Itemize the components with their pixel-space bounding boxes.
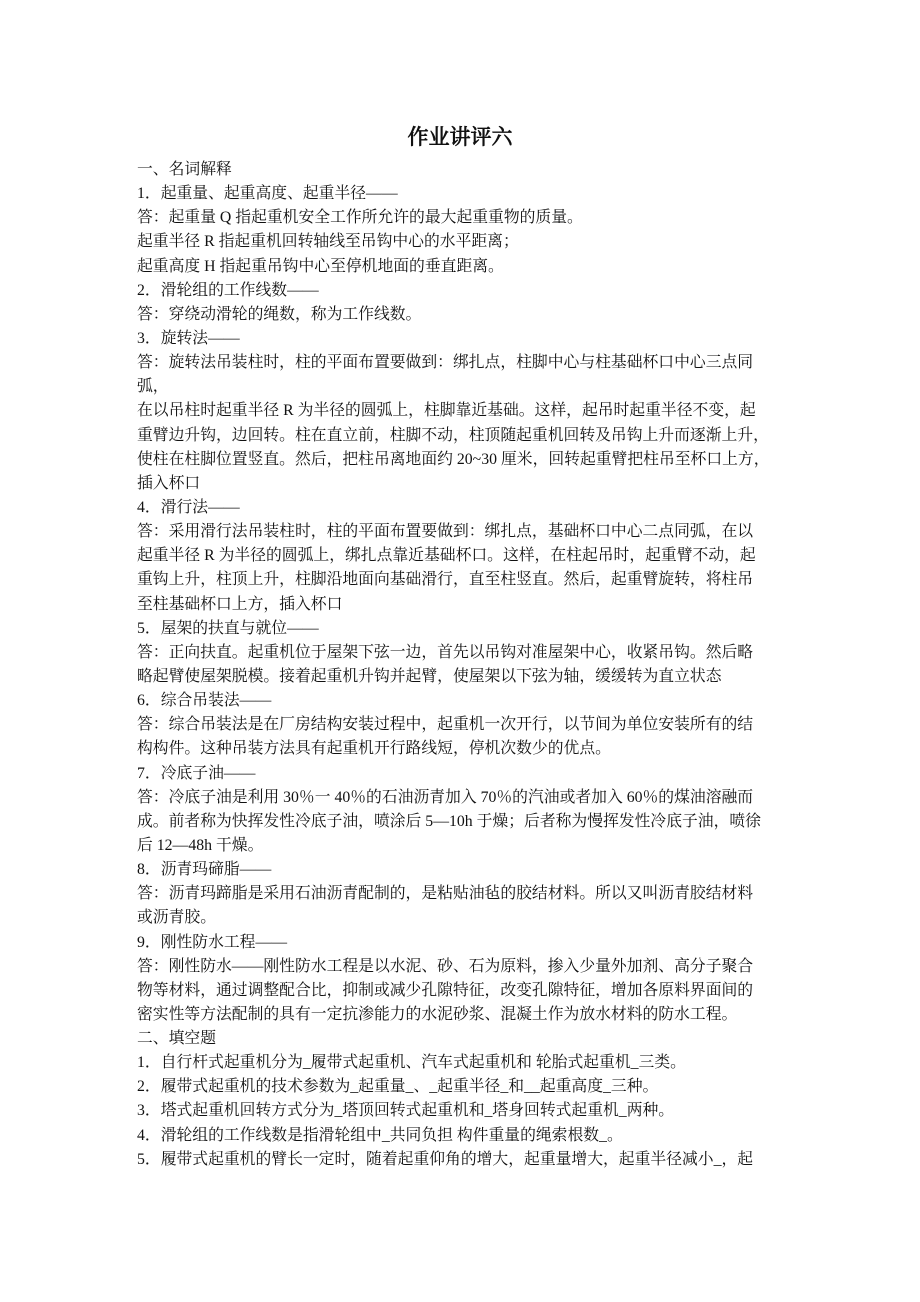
document-body xyxy=(137,158,797,1172)
text-line: 略起臂使屋架脱模。接着起重机升钩并起臂，使屋架以下弦为轴，缓缓转为直立状态 xyxy=(137,667,722,685)
text-line: 答：穿绕动滑轮的绳数，称为工作线数。 xyxy=(137,305,422,323)
text-line: 2．履带式起重机的技术参数为_起重量_、_起重半径_和__起重高度_三种。 xyxy=(137,1078,659,1096)
text-line: 重钩上升，柱顶上升，柱脚沿地面向基础滑行，直至柱竖直。然后，起重臂旋转，将柱吊 xyxy=(137,571,754,589)
text-line: 使柱在柱脚位置竖直。然后，把柱吊离地面约 20~30 厘米，回转起重臂把柱吊至杯口上方， xyxy=(137,450,770,468)
text-line: 4．滑行法—— xyxy=(137,498,240,516)
text-line: 成。前者称为快挥发性冷底子油，喷涂后 5—10h 于燥；后者称为慢挥发性冷底子油，喷徐 xyxy=(137,812,761,830)
text-line: 3．旋转法—— xyxy=(137,329,240,347)
text-line: 5．履带式起重机的臂长一定时，随着起重仰角的增大，起重量增大，起重半径减小_，起 xyxy=(137,1150,754,1168)
text-line: 8．沥青玛碲脂—— xyxy=(137,861,272,879)
document-title: 作业讲评六 xyxy=(407,125,513,149)
text-line: 3．塔式起重机回转方式分为_塔顶回转式起重机和_塔身回转式起重机_两种。 xyxy=(137,1102,675,1120)
text-line: 起重高度 H 指起重吊钩中心至停机地面的垂直距离。 xyxy=(137,257,504,275)
text-line: 至柱基础杯口上方，插入杯口 xyxy=(137,595,343,613)
text-line: 一、名词解释 xyxy=(137,161,232,178)
text-line: 二、填空题 xyxy=(137,1030,216,1048)
text-line: 物等材料，通过调整配合比，抑制或减少孔隙特征，改变孔隙特征，增加各原料界面间的 xyxy=(137,981,754,999)
text-line: 9．刚性防水工程—— xyxy=(137,933,288,951)
text-line: 重臂边升钩，边回转。柱在直立前，柱脚不动，柱顶随起重机回转及吊钩上升而逐渐上升， xyxy=(137,426,769,444)
text-line: 答：沥青玛蹄脂是采用石油沥青配制的，是粘贴油毡的胶结材料。所以又叫沥青胶结材料 xyxy=(137,885,754,903)
text-line: 密实性等方法配制的具有一定抗渗能力的水泥砂浆、混凝土作为放水材料的防水工程。 xyxy=(137,1005,738,1023)
text-line: 5．屋架的扶直与就位—— xyxy=(137,619,319,637)
text-line: 构构件。这种吊装方法具有起重机开行路线短，停机次数少的优点。 xyxy=(137,740,611,758)
text-line: 6．综合吊装法—— xyxy=(137,692,272,710)
text-line: 后 12—48h 干燥。 xyxy=(137,836,264,854)
text-line: 弧， xyxy=(137,378,169,396)
text-line: 答：综合吊装法是在厂房结构安装过程中，起重机一次开行，以节间为单位安装所有的结 xyxy=(137,716,754,734)
text-line: 4．滑轮组的工作线数是指滑轮组中_共同负担 构件重量的绳索根数_。 xyxy=(137,1126,623,1144)
text-line: 起重半径 R 为半径的圆弧上，绑扎点靠近基础杯口。这样，在柱起吊时，起重臂不动，起 xyxy=(137,547,756,565)
text-line: 起重半径 R 指起重机回转轴线至吊钩中心的水平距离； xyxy=(137,233,519,251)
text-line: 1．起重量、起重高度、起重半径—— xyxy=(137,185,398,203)
text-line: 1．自行杆式起重机分为_履带式起重机、汽车式起重机和 轮胎式起重机_三类。 xyxy=(137,1054,686,1072)
text-line: 答：起重量 Q 指起重机安全工作所允许的最大起重重物的质量。 xyxy=(137,209,583,227)
text-line: 答：冷底子油是利用 30％一 40％的石油沥青加入 70％的汽油或者加入 60％的煤油溶融而 xyxy=(137,788,754,806)
text-line: 插入杯口 xyxy=(137,474,201,492)
text-line: 7．冷底子油—— xyxy=(137,764,256,782)
text-line: 答：刚性防水——刚性防水工程是以水泥、砂、石为原料，掺入少量外加剂、高分子聚合 xyxy=(137,957,754,975)
text-line: 答：旋转法吊装柱时，柱的平面布置要做到：绑扎点，柱脚中心与柱基础杯口中心三点同 xyxy=(137,354,754,372)
text-line: 答：采用滑行法吊装柱时，柱的平面布置要做到：绑扎点，基础杯口中心二点同弧，在以 xyxy=(137,523,754,541)
text-line: 2．滑轮组的工作线数—— xyxy=(137,281,319,299)
text-line: 在以吊柱时起重半径 R 为半径的圆弧上，柱脚靠近基础。这样，起吊时起重半径不变，起 xyxy=(137,402,756,420)
text-line: 答：正向扶直。起重机位于屋架下弦一边，首先以吊钩对准屋架中心，收紧吊钩。然后略 xyxy=(137,643,754,661)
text-line: 或沥青胶。 xyxy=(137,909,216,927)
